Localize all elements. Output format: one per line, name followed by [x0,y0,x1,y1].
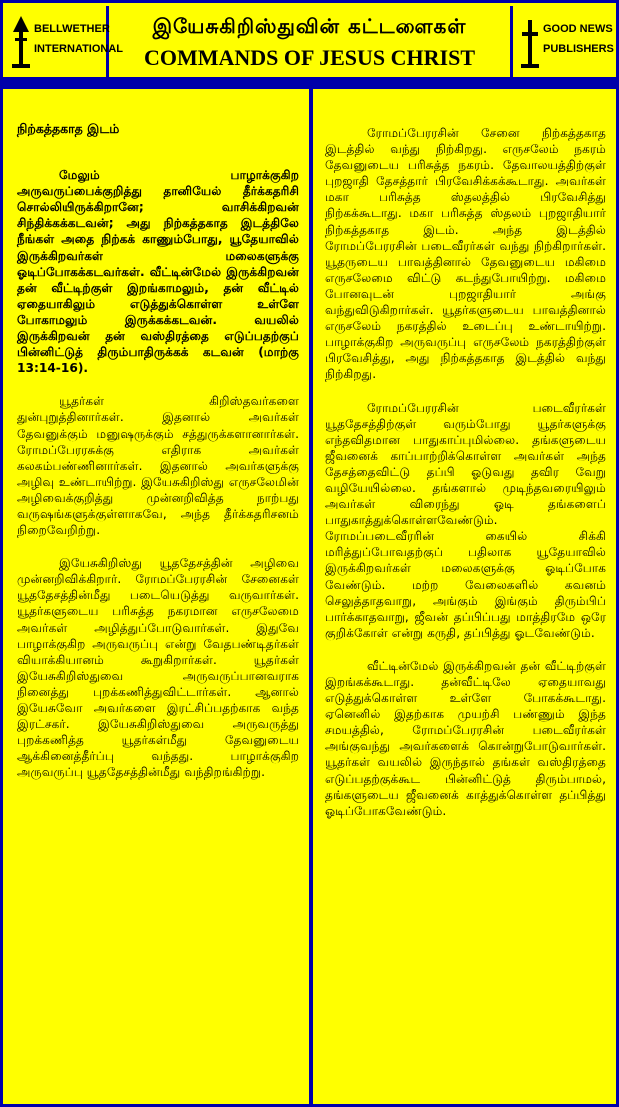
left-column [0,86,311,1107]
good-news-logo-line1: GOOD NEWS [543,23,613,35]
good-news-book-icon [519,12,541,72]
good-news-logo-line2: PUBLISHERS [543,43,614,55]
left-paragraph-3: இயேசுகிறிஸ்து யூததேசத்தின் அழிவை முன்னறிவிக்கிறார். ரோமப்பேரரசின் சேனைகள் யூததேசத்தின்மீது படையெடுத்து வருவார்கள். யூதர்களுடைய பரிசுத்த நகரமான எருசலேமை அவர்கள் அழித்துப்போடுவார்கள். இதுவே பாழாக்குகிற அருவருப்பு என்று வேதபண்டிதர்கள் வியாக்கியானம் கூறுகிறார்கள். யூதர்கள் இயேசுகிறிஸ்துவை அருவருப்பானவராக நினைத்து புறக்கணித்துவிட்டார்கள். ஆனால் இயேசுவோ அவர்களை இரட்சிப்பதற்காக வந்த இரட்சகர். இயேசுகிறிஸ்துவை அருவருத்து புறக்கணித்த யூதர்கள்மீது தேவனுடைய ஆக்கினைத்தீர்ப்பு வந்தது. பாழாக்குகிற அருவருப்பு யூததேசத்தின்மீது வந்திறங்கிற்று. [17,556,299,780]
page-header [0,0,619,80]
scripture-paragraph: மேலும் பாழாக்குகிற அருவருப்பைக்குறித்து தானியேல் தீர்க்கதரிசி சொல்லியிருக்கிறானே; வாசிக்கிறவன் சிந்திக்கக்கடவன்; அது நிற்கத்தகாத இடத்திலே நீங்கள் அதை நிற்கக் காணும்போது, யூதேயாவில் இருக்கிறவர்கள் மலைகளுக்கு ஓடிப்போகக்கடவர்கள். வீட்டின்மேல் இருக்கிறவன் தன் வீட்டிற்குள் இறங்காமலும், தன் வீட்டில் ஏதையாகிலும் எடுத்துக்கொள்ள உள்ளே போகாமலும் இருக்கக்கடவன். வயலில் இருக்கிறவன் தன் வஸ்திரத்தை எடுப்பதற்குப் பின்னிட்டுத் திரும்பாதிருக்கக் கடவன் (மாற்கு 13:14-16). [17,168,299,376]
bellwether-logo-line2: INTERNATIONAL [34,43,124,55]
section-heading: நிற்கத்தகாத இடம் [17,121,120,136]
right-column [311,86,619,1107]
title-english: COMMANDS OF JESUS CHRIST [143,45,476,70]
right-paragraph-2: ரோமப்பேரரசின் படைவீரர்கள் யூததேசத்திற்குள் வரும்போது யூதர்களுக்கு எந்தவிதமான பாதுகாப்புமில்லை. தங்களுடைய ஜீவனைக் காப்பாற்றிக்கொள்ள அவர்கள் அந்த தேசத்தைவிட்டு தப்பி ஓடுவது தவிர வேறு வழியேயில்லை. தங்களால் முடிந்தவரையிலும் அவர்கள் விரைந்து ஓடி தங்களைப் பாதுகாத்துக்கொள்ளவேண்டும். ரோமப்படைவீரரின் கையில் சிக்கி மரித்துப்போவதற்குப் பதிலாக யூதேயாவில் இருக்கிறவர்கள் மலைகளுக்கு ஓடிப்போக வேண்டும். மற்ற வேலைகளில் கவனம் செலுத்தாதவாறு, அங்கும் இங்கும் திரும்பிப் பார்க்காதவாறு, ஜீவன் தப்பிப்பது மாத்திரமே ஒரே குறிக்கோள் என்று கருதி, தப்பித்து ஓடவேண்டும். [325,400,606,640]
right-paragraph-1: ரோமப்பேரரசின் சேனை நிற்கத்தகாத இடத்தில் வந்து நிற்கிறது. எருசலேம் நகரம் தேவனுடைய பரிசுத்த நகரம். தேவாலயத்திற்குள் புறஜாதி தேசத்தார் பிரவேசிக்கக்கூடாது. அவர்கள் மகா பரிசுத்த ஸ்தலத்தில் பிரவேசித்து நிற்கக்கூடாது. மகா பரிசுத்த ஸ்தலம் புறஜாதியார் நிற்கத்தகாத இடம். அந்த இடத்தில் ரோமப்பேரரசின் படைவீரர்கள் வந்து நிற்கிறார்கள். யூதருடைய பாவத்தினால் தேவனுடைய மகிமை எருசலேமை விட்டு கடந்துபோயிற்று. மகிமை போனவுடன் புறஜாதியார் அங்கு வந்துவிடுகிறார்கள். யூதர்களுடைய பாவத்தினால் எருசலேம் நகரத்தில் உடைப்பு உண்டாயிற்று. பாழாக்குகிற அருவருப்பு எருசலேம் நகரத்திற்குள் பிரவேசித்து, அது நிற்கத்தகாத இடத்தில் வந்து நிற்கிறது. [325,126,606,382]
right-paragraph-3: வீட்டின்மேல் இருக்கிறவன் தன் வீட்டிற்குள் இறங்கக்கூடாது. தன்வீட்டிலே ஏதையாவது எடுத்துக்கொள்ள உள்ளே போகக்கூடாது. ஏனெனில் இதற்காக முயற்சி பண்ணும் இந்த சமயத்தில், ரோமப்பேரரசின் படைவீரர்கள் அங்குவந்து அவர்களைக் கொன்றுபோடுவார்கள். யூதர்கள் வயலில் இருந்தால் தங்கள் வஸ்திரத்தை எடுப்பதற்குக்கூட பின்னிட்டுத் திரும்பாமல், தங்களுடைய ஜீவனைக் காத்துக்கொள்ள தப்பித்து ஓடிப்போகவேண்டும். [325,658,606,818]
title-tamil: இயேசுகிறிஸ்துவின் கட்டளைகள் [152,14,467,38]
bellwether-ram-icon [10,12,32,72]
bellwether-logo-line1: BELLWETHER [34,23,110,35]
left-paragraph-2: யூதர்கள் கிறிஸ்தவர்களை துன்புறுத்தினார்கள். இதனால் அவர்கள் தேவனுக்கும் மனுஷருக்கும் சத்துருக்களானார்கள். ரோமப்பேரரசுக்கு எதிராக அவர்கள் கலகம்பண்ணினார்கள். இதனால் அவர்களுக்கு அழிவு உண்டாயிற்று. இயேசுகிறிஸ்து எருசலேமின் அழிவைக்குறித்து முன்னறிவித்த நாற்பது வருஷங்களுக்குள்ளாகவே, அந்த தீர்க்கதரிசனம் நிறைவேறிற்று. [17,394,299,538]
bellwether-logo [6,6,124,77]
title-block [112,6,507,77]
good-news-logo [510,6,613,77]
